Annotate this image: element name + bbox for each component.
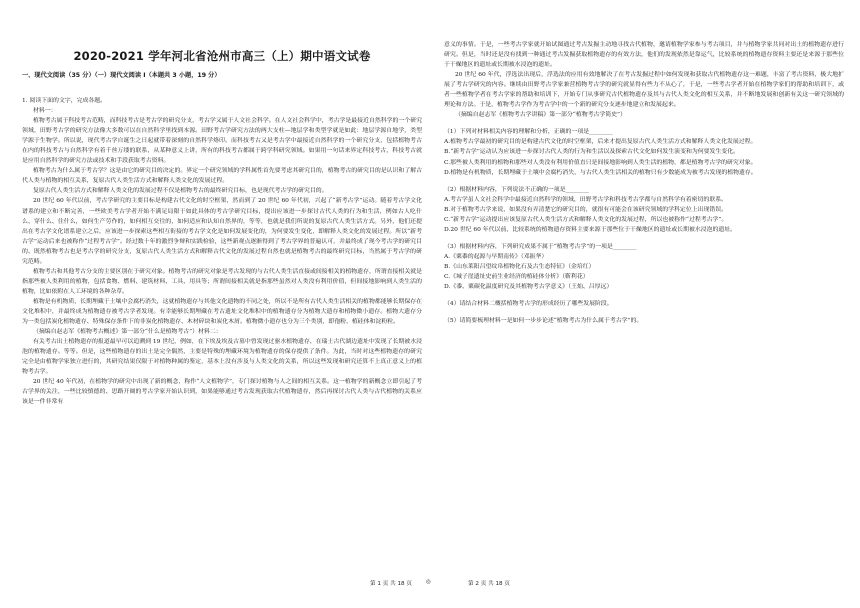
paragraph: D.《黍、粟碳化温度研究及其植物考古学意义》（王灿、吕厚远） [444, 284, 613, 291]
paragraph: D.植物是有机物质，长期埋藏于土壤中会腐朽消失，与古代人类生活相关的植物只有少数能成为被考古发现的植物遗存。 [444, 169, 757, 176]
paragraph: B.对于植物考古学来说，如果没有弄清楚它的研究目的，就很有可能会在该研究领域的学科定位上出现错误。 [444, 206, 728, 213]
paragraph: （5）请简要梳理材料一是如何一步步论述“植物考古为什么属于考古学”的。 [444, 318, 643, 325]
left-body-text [22, 96, 422, 407]
paragraph: D.20 世纪 60 年代以前，比较系统的植物遗存资料主要来源于那些位于干燥地区的遗址或长期被水浸泡的遗址。 [444, 226, 737, 233]
paragraph: C.那些被人类利用的植物和那些对人类没有利用价值直只是间接地影响到人类生活的植物，都是植物考古学的研究对象。 [444, 159, 757, 166]
paragraph: C.“新考古学”运动提出应该复原古代人类生活方式和解释人类文化的发展过程，所以也被称作“过程考古学”。 [444, 216, 728, 223]
page-title: 2020-2021 学年河北省沧州市高三（上）期中语文试卷 [73, 49, 371, 63]
paragraph: 20 世纪 60 年代，浮选法出现后，浮选法的应用有效地解决了在考古发掘过程中如何发现和获取古代植物遗存这一难题，丰富了考古资料，极大地扩展了考古学研究的内容。继续由田野考古学家兼营植物考古学的研究就显得有些力不从心了，于是，一些考古学者开始在植物学家们的帮助和培训下，或者一些植物学者在考古学家的帮助和培训下，开始专门从事研究古代植物遗存及其与古代人类文化的相互关系，并不断地发展和创新有关这一研究领域的理论和方法。于是，植物考古学作为考古学中的一个新的研究分支逐步地建立和发展起来。 [444, 72, 844, 109]
paragraph: 有关考古出土植物遗存的报道最早可以追溯到 19 世纪，例如，在下埃及埃及古墓中曾发现过驱水植物遗存，在瑞士古代湖边遗址中发现了长期被水浸泡的植物遗存。等等。但是，这些植物遗存的出土是完全偶然，主要是特殊的埋藏环境为植物遗存的保存提供了条件。为此，当时对这些植物遗存的研究完全是由植物学家独立进行的，其研究结果仅限于对植物种属的鉴定，基本上没有涉及与人类文化的关系，所以这些发现和研究还算不上真正意义上的植物考古学。 [22, 339, 422, 376]
paragraph: C.《城子崖遗址史前生业经济的植硅体分析》（靳利花） [444, 273, 589, 280]
right-body-text [444, 40, 844, 326]
paragraph: 复原古代人类生活方式和解释人类文化的发展过程不仅是植物考古的最终研究目标，也是现代考古学的研究目的。 [33, 188, 328, 195]
page-separator-mark: ◎ [426, 579, 431, 585]
spacer [444, 235, 844, 242]
paragraph: （4）请结合材料二概括植物考古学的形成经历了哪些发展阶段。 [444, 301, 613, 308]
paragraph: 植物考古为什么属于考古学？这是由它的研究目的决定的。界定一个研究领域的学科属性首先要考虑其研究目的，植物考古的研究目的是认识和了解古代人类与植物的相互关系，复原古代人类生活方式和解释人类文化的发展过程。 [22, 168, 422, 185]
paragraph: （摘编自赵志军《植物考古学讲稿》第一部分“植物考古学简史”） [455, 112, 626, 119]
spacer [444, 309, 844, 316]
paragraph: 意义的事情。于是，一些考古学家就开始试图通过考古发掘主动地寻找古代植物，邀请植物学家参与考古项目，并与植物学家共同对出土的植物遗存进行研究。但是，当时还是没有找到一种通过考古发掘获取植物遗存的有效方法，他们的发现依然是靠运气，比较系统的植物遗存资料主要还是来源于那些位于干燥地区的遗址或长期被水浸泡的遗址。 [444, 42, 844, 69]
paragraph: B.《山东莱阳吕望纹帛植物化石及古生态特征》（金培红） [444, 263, 595, 270]
paragraph: 植物考古和其他考古分支的主要区别在于研究对象。植物考古的研究对象是考古发现的与古代人类生活直接或间接相关的植物遗存，所谓直接相关就是指那些被人类利用的植物，包括食物、燃料、建筑材料、工具、用具等；所谓间接相关就是指那些虽然对人类没有利用价值，但间接地影响到人类生活的植物，比如依附在人工环境的各种杂草。 [22, 268, 422, 295]
paragraph: B.“新考古学”运动认为应该进一步探讨古代人类的行为和生活以及探索古代文化如何发生演变和为何要发生变化。 [444, 149, 739, 156]
spacer [444, 178, 844, 185]
paragraph: 20 世纪 60 年代以前，考古学研究的主要目标是构建古代文化的时空框架，然而到了 20 世纪 60 年代初，兴起了“新考古学”运动。随着考古学文化谱系的建立和不断完善，一些欧美考古学者开始不满足局限于如此具体的考古学研究目标，提出应该进一步探讨古代人类的行为和生活，例如古人吃什么、穿什么、住什么，如何生产劳作的，如何相互交往的，如何适应和认知自然界的，等等，也就是我们所说的复原古代人类生活方式。另外，他们还提出在考古学文化谱系建立之后，应该进一步探索这些相互衔接的考古学文化是如何发展变化的，为何要发生变化，即解释人类文化的发展过程。所以“新考古学”运动后来也被称作“过程考古学”。经过数十年的激烈争辩和实践检验，这些新观点逐渐得到了考古学界的普遍认可，并最终成了现今考古学的研究目的。既然植物考古也是考古学的研究分支，复原古代人类生活方式和解释古代文化的发展过程自然也就是植物考古的最终研究目标，当然属于考古学的研究范畴。 [22, 198, 422, 265]
paragraph: A.植物考古学最初的研究目的是构建古代文化的时空框架，后来才提出复原古代人类生活方式和解释人类文化发展过程。 [444, 139, 757, 146]
paragraph: 植物考古属于科技考古范畴，而科技考古是考古学的研究分支，考古学又属于人文社会科学。在人文社会科学中，考古学是最接近自然科学的一个研究领域，田野考古学的研究方法像大多数可以在自然科学里找到本源。田野考古学研究方法的两大支柱—地层学和类型学就是如此：地层学源自地学，类型学源于生物学。所以说，现代考古学自诞生之日起就带着深刻的自然科学烙印。而科技考古又是考古学中最接近自然科学的一个研究分支，包括植物考古在内的科技考古与自然科学有着千丝万缕的联系，从某种意义上讲，所有的科技考古都属于跨学科研究领域。如果用一句话来界定科技考古，科技考古就是应用自然科学的研究方法或技术和手段获取考古资料。 [22, 118, 422, 165]
paragraph: A.考古学虽人文社会科学中最接近自然科学的领域，田野考古学和科技考古学都与自然科学有着密切的联系。 [444, 196, 727, 203]
paragraph: （摘编自赵志军《植物考古概述》第一部分“什么是植物考古”）材料二： [33, 329, 222, 336]
paragraph: （3）根据材料内容，下列研究成果不属于“植物考古学”的一项是________ [444, 243, 637, 250]
page-number-left: 第 1 页 共 18 页 [370, 581, 412, 587]
spacer [444, 120, 844, 127]
section-heading: 一、现代文阅读（35 分）（一）现代文阅读 I（本题共 3 小题，19 分） [22, 72, 221, 79]
paragraph: （2）根据材料内容，下列说法不正确的一项是________ [444, 186, 590, 193]
paragraph: A.《粟黍的起源与早期南传》（邓振华） [444, 253, 548, 260]
spacer [444, 292, 844, 299]
paragraph: （1）下列对材料相关内容的理解和分析，正确的一项是________ [444, 129, 613, 136]
paragraph: 材料一： [33, 108, 57, 115]
paragraph: 1. 阅读下面的文字，完成各题。 [22, 98, 107, 104]
page-number-right: 第 2 页 共 18 页 [468, 581, 510, 587]
paragraph: 植物是有机物质，长期埋藏于土壤中会腐朽消失，这就植物遗存与其他文化遗物的不同之处，所以不是所有古代人类生活相关的植物都能够长期保存在文化堆积中，并最终成为植物遗存被考古学者发现。有幸能够长期埋藏在考古遗址文化堆积中的植物遗存分为植物大遗存和植物微小遗存。植物大遗存分为一类包括炭化植物遗存、特殊保存条件下的非炭化植物遗存、木材碎块和炭化木屑。植物微小遗存也分为三个类别，即孢粉、植硅体和淀粉粒。 [22, 298, 422, 326]
paragraph: 20 世纪 40 年代初，在植物学的研究中出现了新的概念，称作“人文植物学”，专门探讨植物与人之间的相互关系。这一植物学的新概念立即引起了考古学界的关注，一些比较慎德的、思路开阔的考古学家开始认识到，如果能够通过考古发现获取古代植物遗存，然后再探讨古代人类与古代植物的关系应该是一件非常有 [22, 379, 422, 406]
